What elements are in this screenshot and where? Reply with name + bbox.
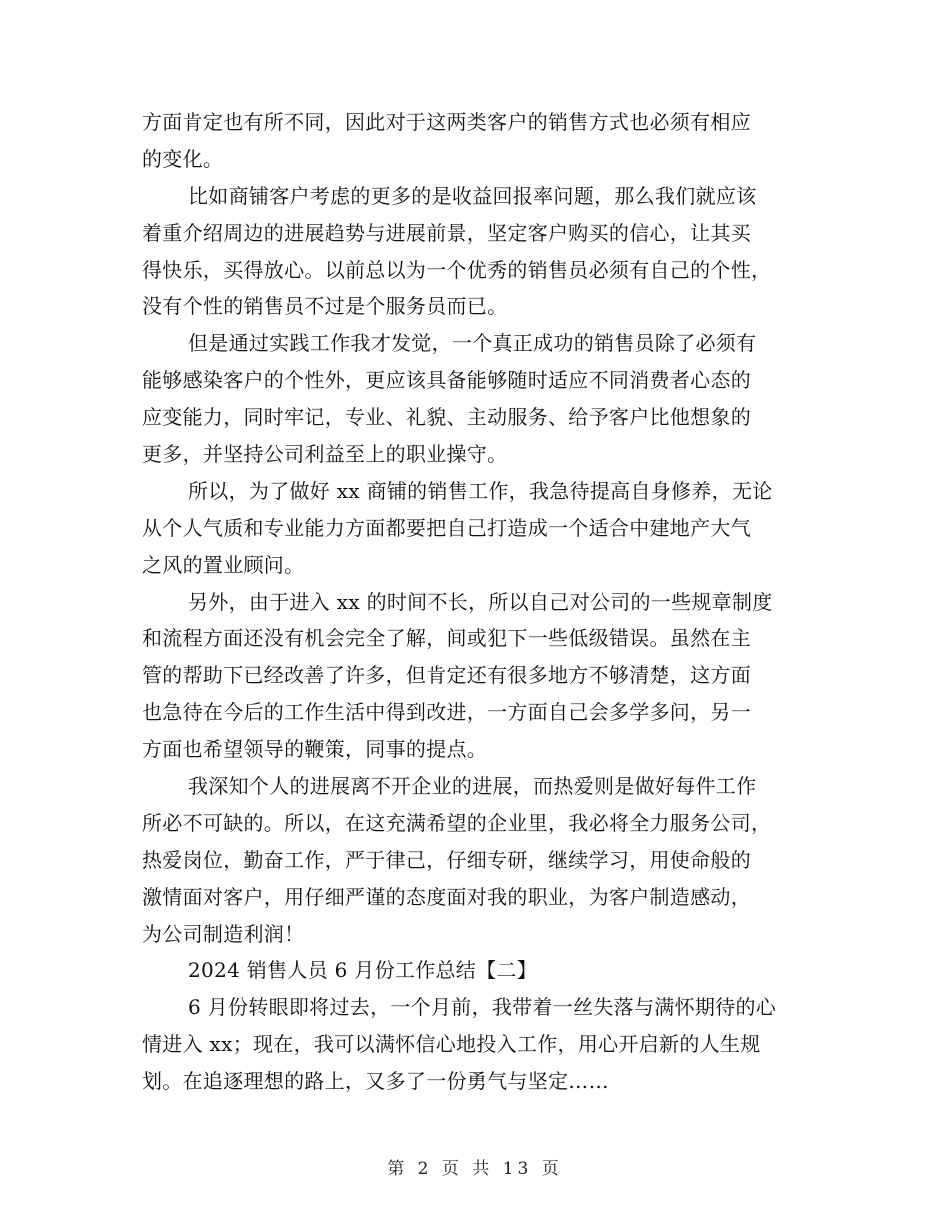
text-line: 的变化。 [142,146,224,171]
text-line: 没有个性的销售员不过是个服务员而已。 [142,294,508,319]
text-line: 6 月份转眼即将过去，一个月前，我带着一丝失落与满怀期待的心 [188,995,777,1020]
text-line: 能够感染客户的个性外，更应该具备能够随时适应不同消费者心态的 [142,368,751,393]
text-line: 但是通过实践工作我才发觉，一个真正成功的销售员除了必须有 [188,331,757,356]
text-line: 所必不可缺的。所以，在这充满希望的企业里，我必将全力服务公司， [142,810,772,835]
section-heading: 2024 销售人员 6 月份工作总结【二】 [188,958,537,983]
document-body [142,104,810,1100]
page-number-footer: 第 2 页 共 13 页 [387,1159,563,1179]
text-line: 方面也希望领导的鞭策，同事的提点。 [142,737,488,762]
text-line: 应变能力，同时牢记，专业、礼貌、主动服务、给予客户比他想象的 [142,405,751,430]
text-line: 划。在追逐理想的路上，又多了一份勇气与坚定…… [142,1069,609,1094]
text-line: 和流程方面还没有机会完全了解，间或犯下一些低级错误。虽然在主 [142,626,751,651]
text-line: 为公司制造利润！ [142,921,305,946]
text-line: 另外，由于进入 xx 的时间不长，所以自己对公司的一些规章制度 [188,589,773,614]
text-line: 之风的置业顾问。 [142,552,305,577]
text-line: 方面肯定也有所不同，因此对于这两类客户的销售方式也必须有相应 [142,110,751,134]
text-line: 也急待在今后的工作生活中得到改进，一方面自己会多学多问，另一 [142,700,751,725]
text-line: 我深知个人的进展离不开企业的进展，而热爱则是做好每件工作 [188,774,757,799]
text-line: 从个人气质和专业能力方面都要把自己打造成一个适合中建地产大气 [142,515,751,540]
text-line: 更多，并坚持公司利益至上的职业操守。 [142,442,508,467]
text-line: 情进入 xx；现在，我可以满怀信心地投入工作，用心开启新的人生规 [142,1032,761,1057]
text-line: 激情面对客户，用仔细严谨的态度面对我的职业，为客户制造感动， [142,884,751,909]
text-line: 热爱岗位，勤奋工作，严于律己，仔细专研，继续学习，用使命般的 [142,847,751,872]
text-line: 着重介绍周边的进展趋势与进展前景，坚定客户购买的信心，让其买 [142,220,751,245]
text-line: 管的帮助下已经改善了许多，但肯定还有很多地方不够清楚，这方面 [142,663,751,688]
text-line: 比如商铺客户考虑的更多的是收益回报率问题，那么我们就应该 [188,183,757,208]
text-line: 所以，为了做好 xx 商铺的销售工作，我急待提高自身修养，无论 [188,478,773,503]
text-line: 得快乐，买得放心。以前总以为一个优秀的销售员必须有自己的个性， [142,257,772,282]
